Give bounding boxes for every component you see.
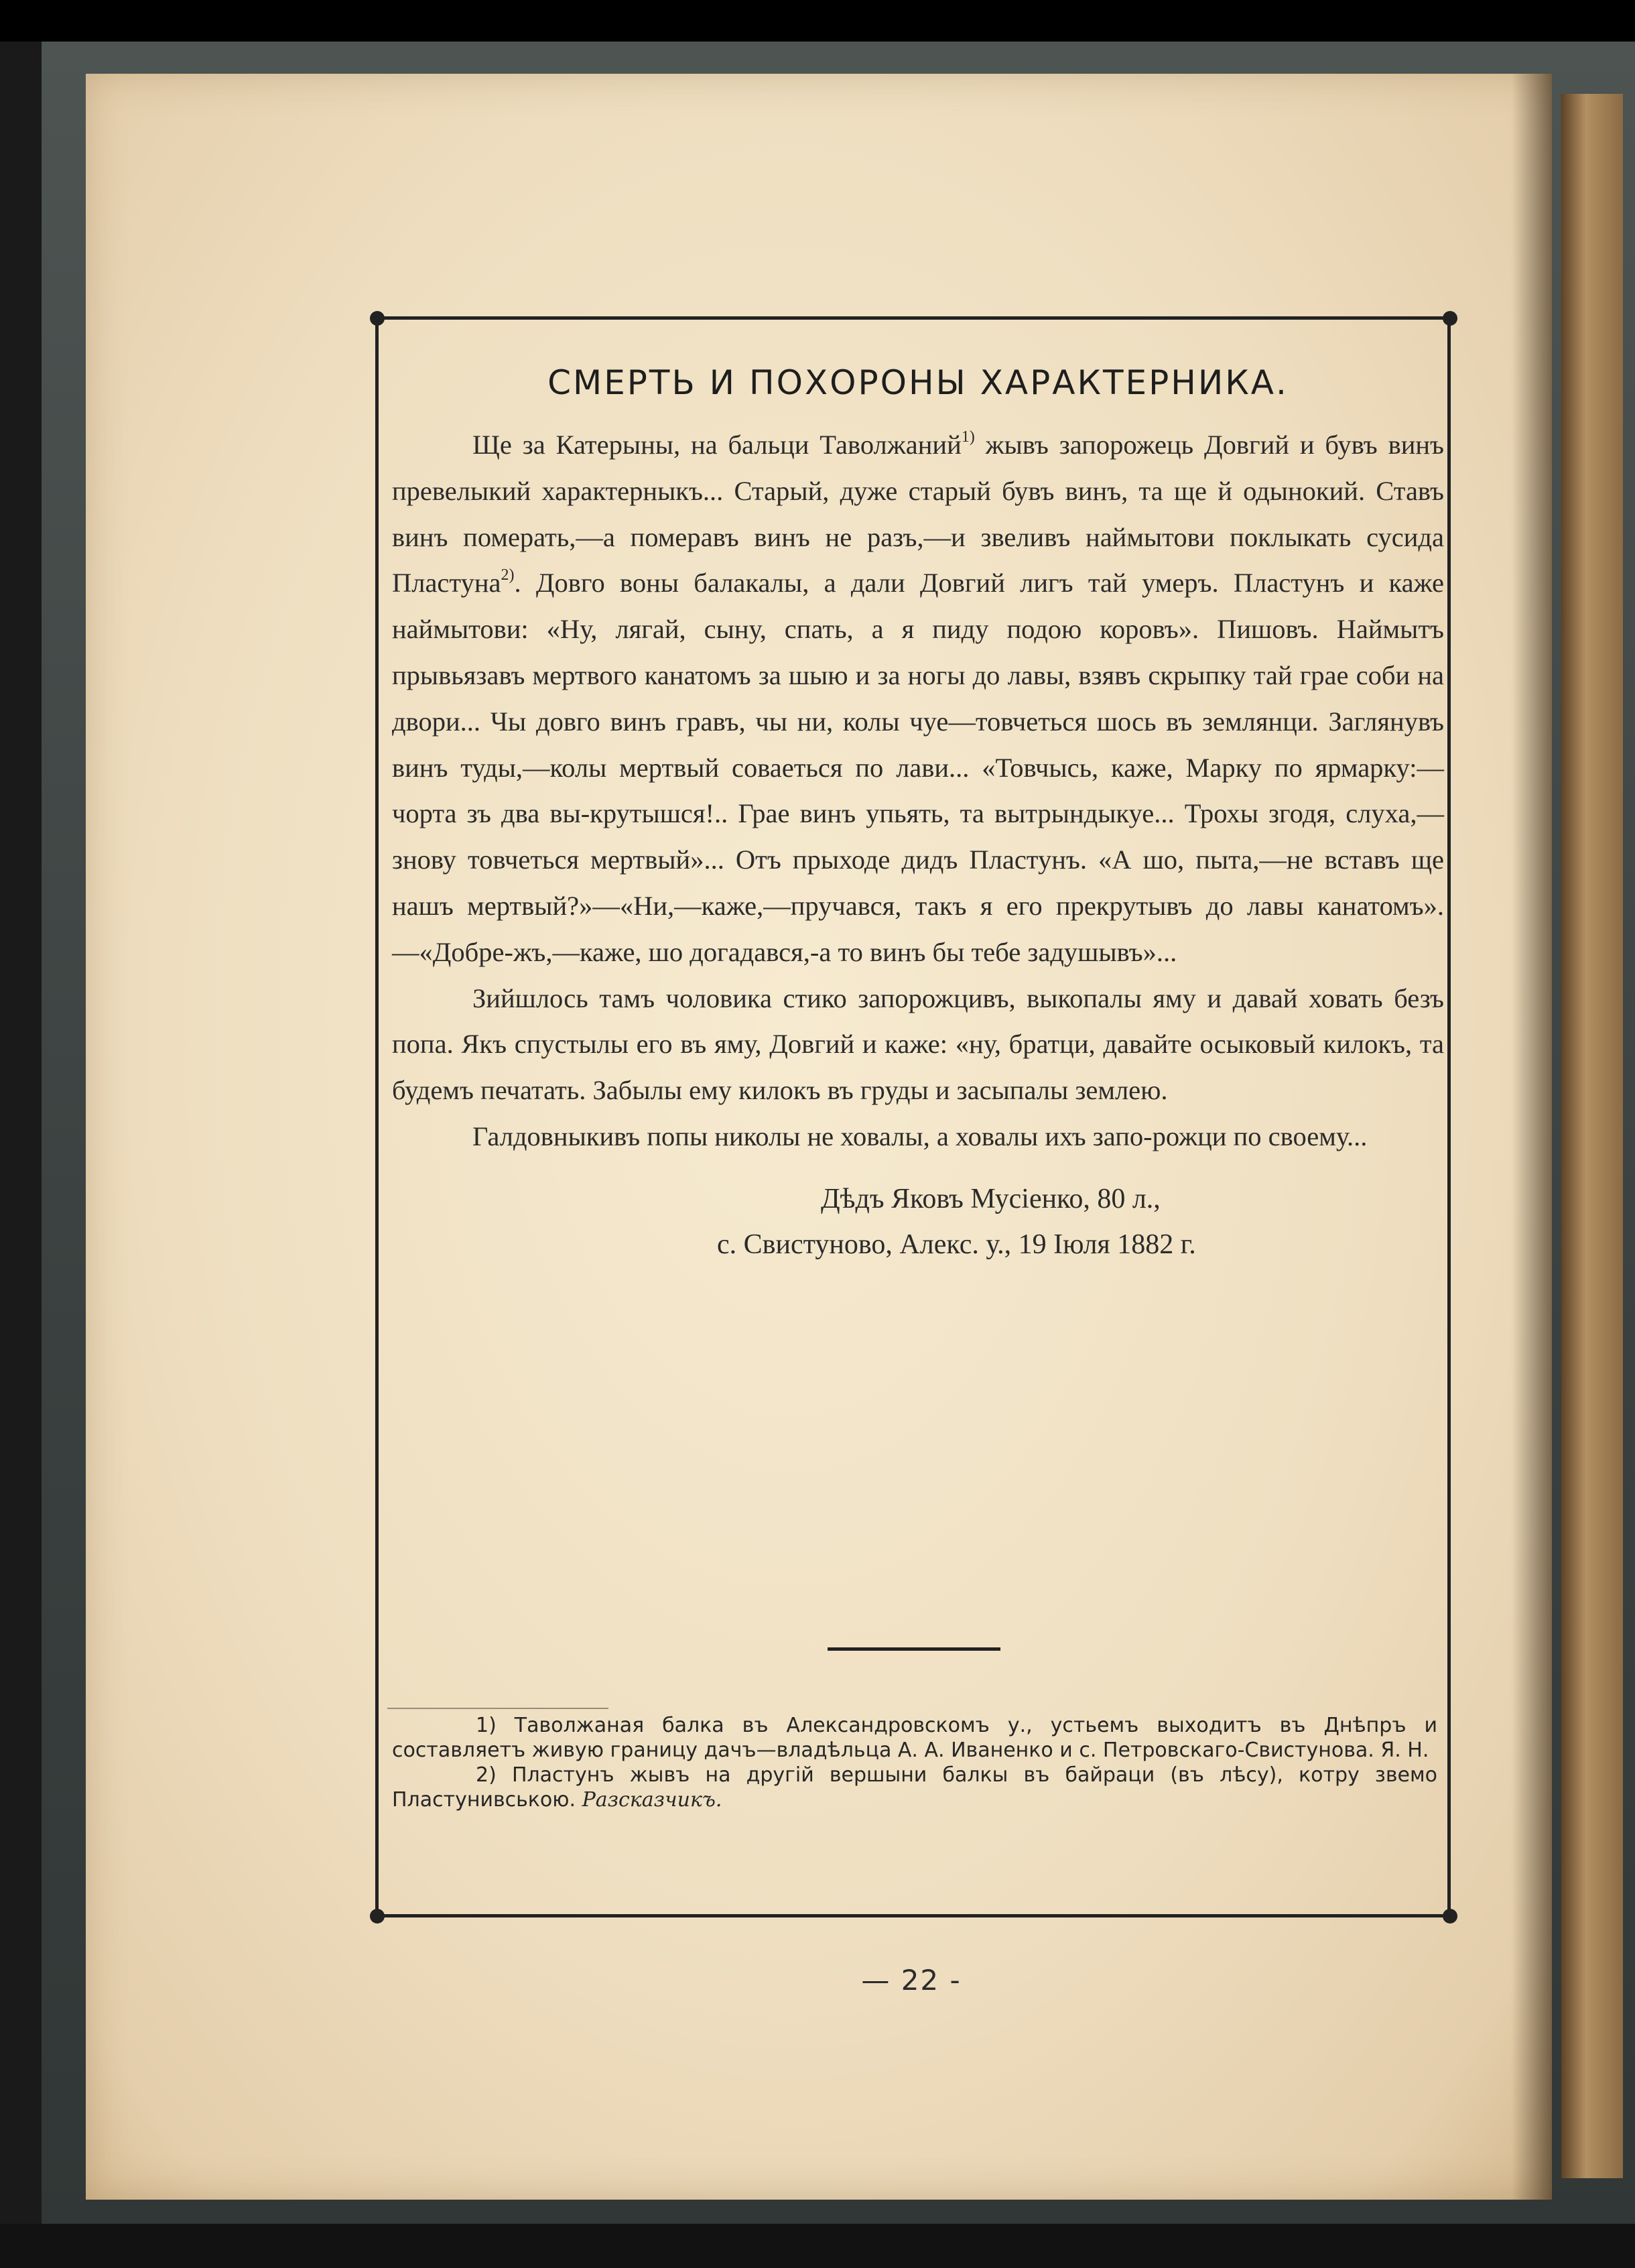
frame-corner-ornament (370, 311, 385, 326)
page-number: — 22 - (861, 1964, 962, 1997)
next-page-edge (1561, 94, 1623, 2178)
frame-corner-ornament (370, 1909, 385, 1924)
footnote-mark: 1) (476, 1714, 497, 1737)
signature (392, 1176, 1444, 1267)
frame-corner-ornament (1443, 311, 1457, 326)
paragraph: Галдовныкивъ попы николы не ховалы, а ховалы ихъ запо-рожци по своему... (472, 1121, 1368, 1151)
article (392, 355, 1444, 1267)
frame-corner-ornament (1443, 1909, 1457, 1924)
footnote (392, 1713, 1437, 1763)
footnotes (392, 1713, 1437, 1812)
scan-top-edge (0, 0, 1635, 42)
footnote-author: Разсказчикъ. (582, 1788, 722, 1812)
frame-left-rule (375, 316, 379, 1917)
scan-bottom-edge (0, 2224, 1635, 2268)
footnote-text: Пластунъ жывъ на другiй вершыни балкы въ байраци (въ лѣсу), котру звемо Пластунивською. (392, 1763, 1437, 1812)
frame-bottom-rule (377, 1914, 1451, 1917)
footnote-ref: 2) (501, 566, 515, 584)
paragraph (392, 422, 1444, 976)
footnote-text: Таволжаная балка въ Александровскомъ у., устьемъ выходитъ въ Днѣпръ и составляетъ живую границу дачъ—владѣльца А. А. Иваненко и с. Петровскаго-Свистунова. Я. Н. (392, 1714, 1437, 1762)
footnote-ref: 1) (961, 428, 975, 446)
footnote-mark: 2) (476, 1763, 497, 1787)
signature-name: Дѣдъ Яковъ Мусiенко, 80 л., (821, 1183, 1161, 1214)
signature-place-date: с. Свистуново, Алекс. у., 19 Iюля 1882 г. (717, 1228, 1196, 1260)
article-body (392, 422, 1444, 1160)
frame-top-rule (377, 316, 1451, 320)
section-divider (828, 1647, 1000, 1651)
paragraph-text: . Довго воны балакалы, а дали Довгий лигъ тай умеръ. Пластунъ и каже наймытови: «Ну, лягай, сыну, спать, а я пиду подою коровъ». Пишовъ. Наймытъ прывьязавъ мертвого канатомъ за шыю и за ногы до лавы, взявъ скрыпку тай грае соби на двори... Чы довго винъ гравъ, чы ни, колы чуе—товчеться шось въ землянци. Заглянувъ винъ туды,—колы мертвый соваеться по лави... «Товчысь, каже, Марку по ярмарку:—чорта зъ два вы-крутышся!.. Грае винъ упьять, та вытрындыкуе... Трохы згодя, слуха,—знову товчеться мертвый»... Отъ прыходе дидъ Пластунъ. «А шо, пыта,—не вставъ ще нашъ мертвый?»—«Ни,—каже,—пручався, такъ я его прекрутывъ до лавы канатомъ».—«Добре-жъ,—каже, шо догадався,-а то винъ бы тебе задушывъ»... (392, 568, 1444, 967)
frame-right-rule (1447, 316, 1451, 1917)
gutter-shadow (1512, 74, 1552, 2200)
paragraph-text: жывъ запорожець Довгий и бувъ винъ превелыкий характерныкъ... Старый, дуже старый бувъ винъ, та ще й одынокий. Ставъ винъ померать,—а померавъ винъ не разъ,—и звеливъ наймытови поклыкать сусида Пластуна (392, 430, 1445, 598)
article-title: СМЕРТЬ И ПОХОРОНЫ ХАРАКТЕРНИКА. (547, 363, 1289, 402)
footnote-divider (387, 1708, 608, 1709)
paragraph: Зийшлось тамъ чоловика стико запорожцивъ, выкопалы яму и давай ховать безъ попа. Якъ спустылы его въ яму, Довгий и каже: «ну, братци, давайте осыковый килокъ, та будемъ печатать. Забылы ему килокъ въ груды и засыпалы землею. (392, 983, 1444, 1106)
footnote (392, 1763, 1437, 1812)
paragraph-text: Ще за Катерыны, на бальци Таволжаний (472, 430, 962, 460)
